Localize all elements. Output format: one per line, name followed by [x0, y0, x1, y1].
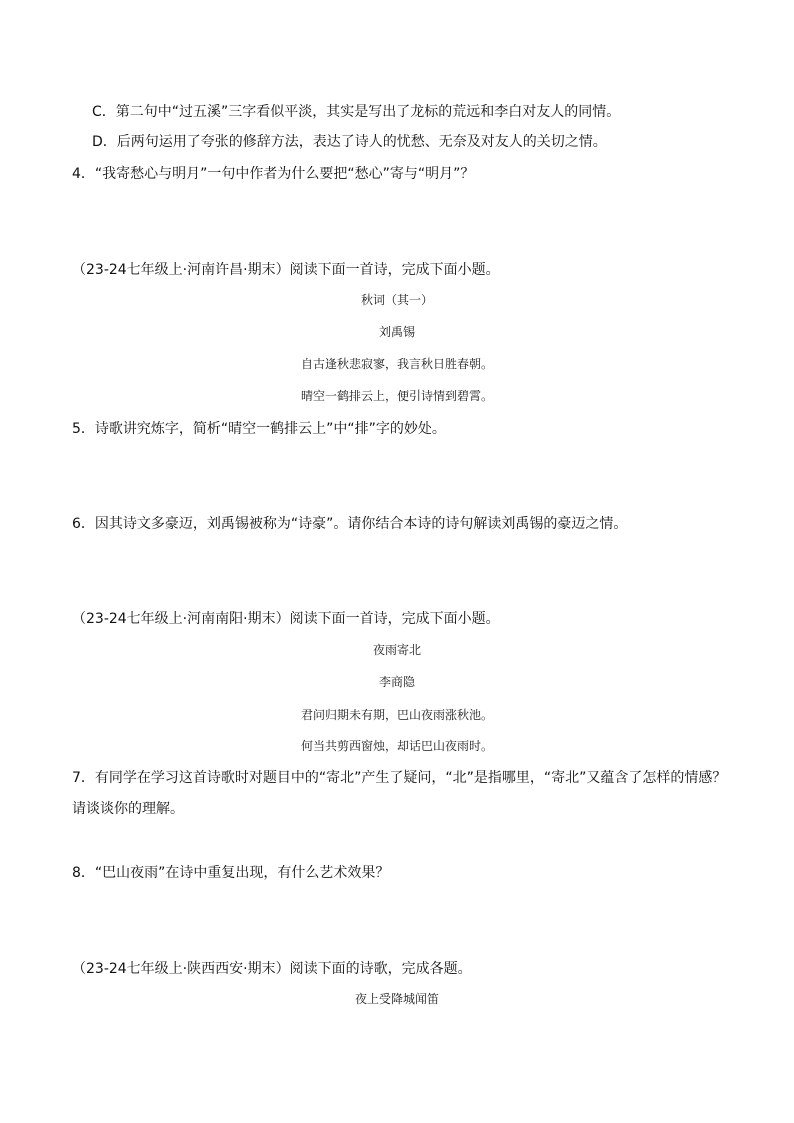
- poem-1-line-2: 晴空一鹤排云上，便引诗情到碧霄。: [300, 389, 493, 403]
- option-d: D．后两句运用了夸张的修辞方法，表达了诗人的忧愁、无奈及对友人的关切之情。: [92, 134, 607, 150]
- poem-1-line-1: 自古逢秋悲寂寥，我言秋日胜春朝。: [300, 357, 493, 371]
- question-8: 8．“巴山夜雨”在诗中重复出现，有什么艺术效果？: [72, 865, 390, 881]
- poem-2-line-2: 何当共剪西窗烛，却话巴山夜雨时。: [300, 739, 493, 753]
- section-source-3: （23-24七年级上·陕西西安·期末）阅读下面的诗歌，完成各题。: [72, 961, 472, 977]
- question-7-line-2: 请谈谈你的理解。: [72, 801, 184, 817]
- poem-2-title: 夜雨寄北: [372, 643, 421, 657]
- question-6: 6．因其诗文多豪迈，刘禹锡被称为“诗豪”。请你结合本诗的诗句解读刘禹锡的豪迈之情。: [72, 516, 628, 532]
- poem-1-author: 刘禹锡: [378, 325, 415, 339]
- section-source-2: （23-24七年级上·河南南阳·期末）阅读下面一首诗，完成下面小题。: [72, 611, 500, 627]
- question-4: 4．“我寄愁心与明月”一句中作者为什么要把“愁心”寄与“明月”？: [72, 166, 475, 182]
- question-5: 5．诗歌讲究炼字，简析“晴空一鹤排云上”中“排”字的妙处。: [72, 421, 446, 437]
- poem-2-line-1: 君问归期未有期，巴山夜雨涨秋池。: [300, 708, 493, 722]
- section-source-1: （23-24七年级上·河南许昌·期末）阅读下面一首诗，完成下面小题。: [72, 262, 500, 278]
- poem-1-title: 秋词（其一）: [360, 293, 433, 307]
- poem-3-title: 夜上受降城闻笛: [354, 992, 439, 1006]
- poem-2-author: 李商隐: [378, 675, 415, 689]
- option-c: C．第二句中“过五溪”三字看似平淡，其实是写出了龙标的荒远和李白对友人的同情。: [92, 104, 621, 120]
- question-7-line-1: 7．有同学在学习这首诗歌时对题目中的“寄北”产生了疑问，“北”是指哪里，“寄北”又蕴含了怎样的情感？: [72, 770, 727, 786]
